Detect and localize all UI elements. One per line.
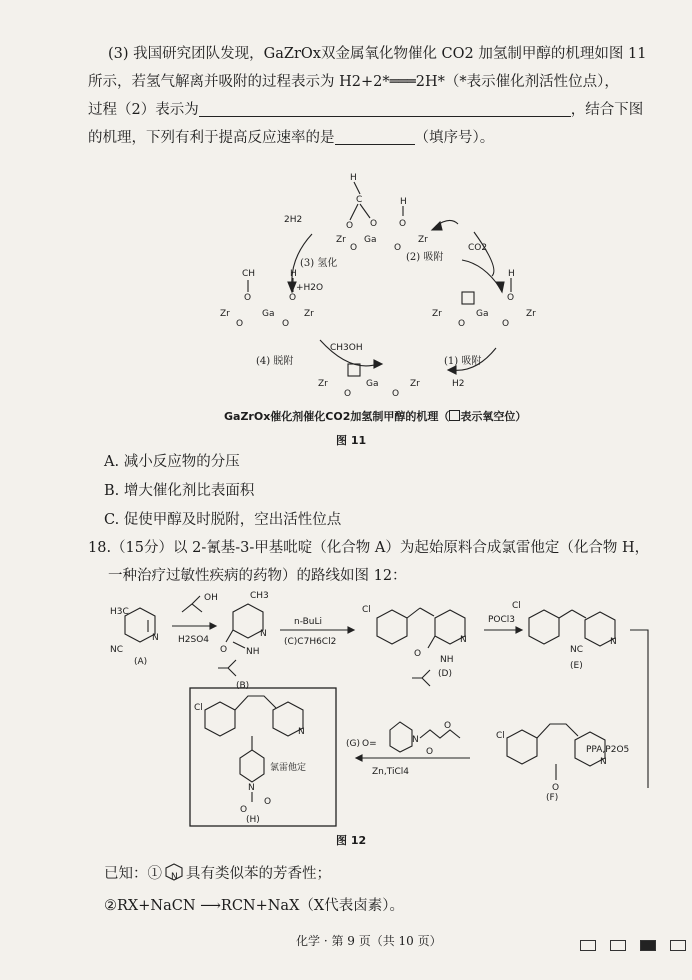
page-markers [566,936,686,955]
option-a: A. 减小反应物的分压 [104,454,240,470]
svg-text:N: N [460,635,467,645]
q17-line2: 所示，若氢气解离并吸附的过程表示为 H2+2*═══2H*（*表示催化剂活性位点）， [88,74,619,90]
q18-text [88,534,680,590]
page-marker-2 [610,940,626,951]
page-marker-4 [670,940,686,951]
svg-text:Cl: Cl [194,703,203,713]
svg-text:Zr: Zr [432,309,442,319]
svg-text:O: O [426,747,434,757]
option-b: B. 增大催化剂比表面积 [104,483,255,499]
svg-text:H: H [400,197,407,207]
svg-text:O: O [392,389,400,399]
svg-text:NC: NC [570,645,584,655]
svg-text:O: O [236,319,244,329]
label-a: (A) [134,657,148,667]
q17-line3-prefix: 过程（2）表示为 [88,102,199,118]
q17-line1: (3) 我国研究团队发现，GaZrOx双金属氧化物催化 CO2 加氢制甲醇的机理如图 11 [108,46,647,62]
svg-text:Zr: Zr [220,309,230,319]
svg-text:O=: O= [362,739,377,749]
svg-text:Ga: Ga [366,379,379,389]
svg-text:H: H [290,269,297,279]
label-h2: H2 [452,379,465,389]
svg-text:O: O [240,805,248,815]
label-2h2: 2H2 [284,215,303,225]
figure12-route [100,590,670,830]
svg-text:Zr: Zr [304,309,314,319]
label-b: (B) [236,681,250,691]
figure11-caption-text: GaZrOx催化剂催化CO2加氢制甲醇的机理（ [224,410,450,423]
reagent-ef: PPA,P2O5 [586,745,630,755]
label-d: (D) [438,669,452,679]
compound-h [194,696,306,825]
svg-text:N: N [298,727,305,737]
q17-line4 [88,124,678,152]
svg-text:N: N [171,872,178,882]
svg-text:O: O [220,645,228,655]
compound-g [346,721,460,757]
svg-text:N: N [260,629,267,639]
figure11-inner-caption [224,408,526,424]
svg-text:O: O [350,243,358,253]
svg-text:Ga: Ga [364,235,377,245]
svg-text:O: O [458,319,466,329]
svg-text:CH3: CH3 [250,591,269,601]
svg-text:H3C: H3C [110,607,129,617]
svg-text:N: N [610,637,617,647]
q17-line3 [88,96,678,124]
svg-text:Zr: Zr [526,309,536,319]
svg-text:O: O [282,319,290,329]
svg-text:CH: CH [242,269,256,279]
compound-d [362,605,467,686]
svg-text:NH: NH [246,647,260,657]
svg-text:O: O [244,293,252,303]
svg-text:N: N [600,757,607,767]
compound-e [512,601,617,671]
svg-text:Zr: Zr [318,379,328,389]
structure-right [432,269,536,329]
answer-blank-option[interactable] [335,126,415,145]
reagent-bd-1: n-BuLi [294,617,323,627]
q17-part3 [88,40,678,152]
q17-line4-prefix: 的机理，下列有利于提高反应速率的是 [88,130,335,146]
svg-text:C: C [356,195,363,205]
svg-text:O: O [394,243,402,253]
svg-text:O: O [264,797,272,807]
label-f: (F) [546,793,559,803]
svg-text:O: O [507,293,515,303]
q17-line4-suffix: （填序号）。 [414,130,495,146]
known-text1: 具有类似苯的芳香性； [186,866,331,882]
svg-text:Ga: Ga [476,309,489,319]
svg-text:O: O [502,319,510,329]
svg-text:NC: NC [110,645,124,655]
oxygen-vacancy-icon [449,410,460,421]
figure12-caption: 图 12 [336,834,367,847]
page-marker-3 [640,940,656,951]
svg-text:O: O [444,721,452,731]
svg-text:Zr: Zr [418,235,428,245]
label-step3: (3) 氢化 [300,258,338,269]
label-h2o: +H2O [296,283,324,293]
svg-text:O: O [289,293,297,303]
known-prefix: 已知：① [104,866,162,882]
compound-b [218,591,269,691]
figure11-caption-suffix: 表示氧空位） [460,410,527,423]
figure11-mechanism [200,168,550,418]
q18-line1: 18.（15分）以 2-氰基-3-甲基吡啶（化合物 A）为起始原料合成氯雷他定（化合物 H， [88,540,650,556]
page-footer: 化学 · 第 9 页（共 10 页） [296,934,442,948]
pyridine-icon [162,862,186,882]
compound-f [496,724,607,803]
svg-text:Zr: Zr [410,379,420,389]
reagent-bd-2: (C)C7H6Cl2 [284,637,337,647]
svg-text:Cl: Cl [496,731,505,741]
structure-top [336,173,428,253]
drug-name: 氯雷他定 [270,763,307,773]
svg-text:N: N [248,783,255,793]
reagent-ab: H2SO4 [178,635,210,645]
svg-text:H: H [508,269,515,279]
label-e: (E) [570,661,583,671]
structure-left [220,269,323,329]
answer-blank-process2[interactable] [199,98,571,117]
svg-text:OH: OH [204,593,218,603]
figure11-caption: 图 11 [336,434,367,447]
svg-text:O: O [414,649,422,659]
svg-text:Zr: Zr [336,235,346,245]
reagent-fh: Zn,TiCl4 [372,767,409,777]
svg-text:Cl: Cl [512,601,521,611]
page-marker-1 [580,940,596,951]
option-c: C. 促使甲醇及时脱附，空出活性位点 [104,512,342,528]
label-co2: CO2 [468,243,488,253]
structure-bottom [318,364,420,399]
svg-text:Cl: Cl [362,605,371,615]
reagent-de: POCl3 [488,615,516,625]
svg-text:O: O [346,221,354,231]
known-line1 [104,860,331,888]
svg-text:O: O [552,783,560,793]
label-h: (H) [246,815,260,825]
q17-line3-suffix: ，结合下图 [570,102,644,118]
svg-text:N: N [412,735,419,745]
svg-text:N: N [152,633,159,643]
svg-text:O: O [399,219,407,229]
label-step4: (4) 脱附 [256,356,294,367]
compound-a [110,607,159,667]
q18-line2: 一种治疗过敏性疾病的药物）的路线如图 12： [108,568,407,584]
known-line2: ②RX+NaCN ⟶RCN+NaX（X代表卤素）。 [104,898,404,914]
label-ch3oh: CH3OH [330,343,363,353]
svg-text:O: O [370,219,378,229]
svg-text:O: O [344,389,352,399]
svg-text:Ga: Ga [262,309,275,319]
svg-text:H: H [350,173,357,183]
svg-text:NH: NH [440,655,454,665]
label-step2: (2) 吸附 [406,252,444,263]
label-g: (G) [346,739,360,749]
label-step1: (1) 吸附 [444,356,482,367]
